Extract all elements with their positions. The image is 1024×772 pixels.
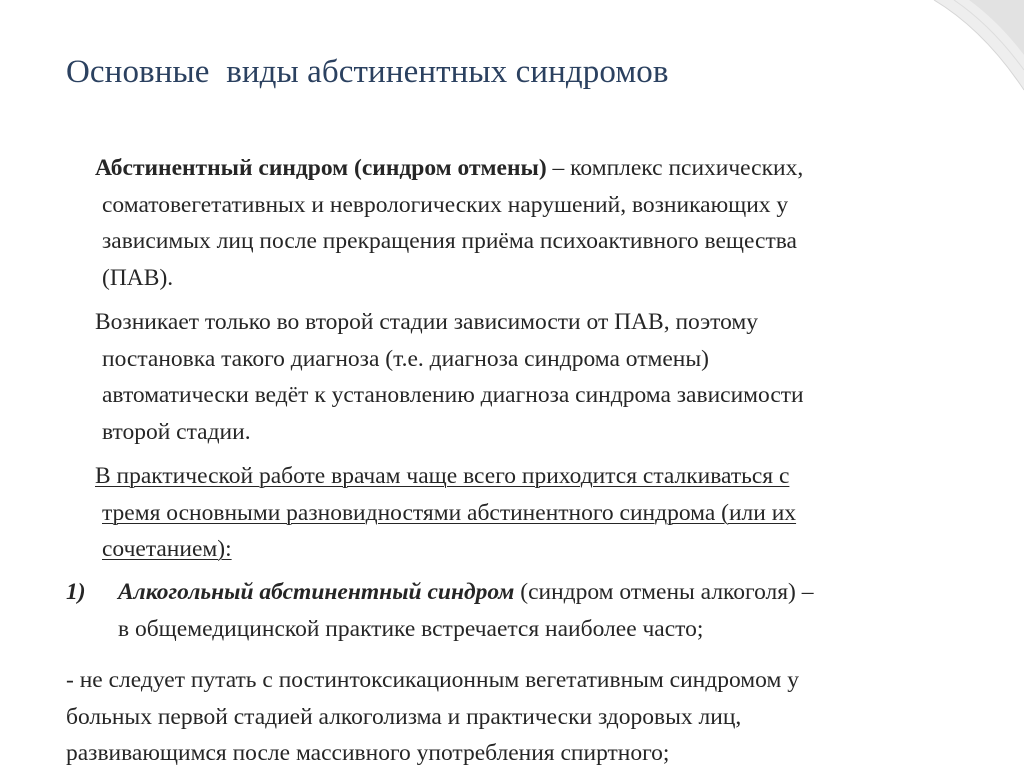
stage-line-1: Возникает только во второй стадии зависимости от ПАВ, поэтому (95, 309, 759, 335)
practice-line-3: сочетанием): (102, 536, 232, 562)
note-paragraph (66, 662, 799, 772)
practice-line-2: тремя основными разновидностями абстинентного синдрома (или их (102, 499, 797, 526)
stage-line-4: второй стадии. (102, 418, 251, 445)
definition-line-3: зависимых лиц после прекращения приёма психоактивного вещества (102, 228, 797, 254)
list-item-term: Алкогольный абстинентный синдром (118, 579, 515, 605)
list-item-number: 1) (66, 579, 86, 605)
stage-line-3: автоматически ведёт к установлению диагноза синдрома зависимости (102, 382, 804, 408)
definition-line-1-rest: – комплекс психических, (546, 155, 804, 181)
list-item-line-1-rest: (синдром отмены алкоголя) – (514, 579, 814, 605)
list-item-line-2: в общемедицинской практике встречается наиболее часто; (118, 616, 704, 642)
list-item-alcohol (66, 574, 814, 648)
stage-paragraph (95, 304, 1007, 450)
definition-paragraph (95, 150, 1007, 296)
slide-title: Основные виды абстинентных синдромов (66, 54, 669, 90)
note-line-2: больных первой стадией алкоголизма и практически здоровых лиц, (66, 703, 742, 730)
definition-line-2: соматовегетативных и неврологических нарушений, возникающих у (102, 191, 789, 218)
stage-line-2: постановка такого диагноза (т.е. диагноза синдрома отмены) (102, 345, 709, 372)
practice-line-1: В практической работе врачам чаще всего приходится сталкиваться с (95, 463, 790, 489)
practice-paragraph (95, 458, 1007, 568)
corner-decoration (874, 0, 1024, 110)
definition-term: Абстинентный синдром (синдром отмены) (95, 155, 547, 181)
definition-line-1 (95, 150, 1007, 187)
note-line-1: - не следует путать с постинтоксикационным вегетативным синдромом у (66, 667, 799, 693)
note-line-3: развивающимся после массивного употребления спиртного; (66, 740, 670, 766)
definition-line-4: (ПАВ). (102, 264, 174, 291)
